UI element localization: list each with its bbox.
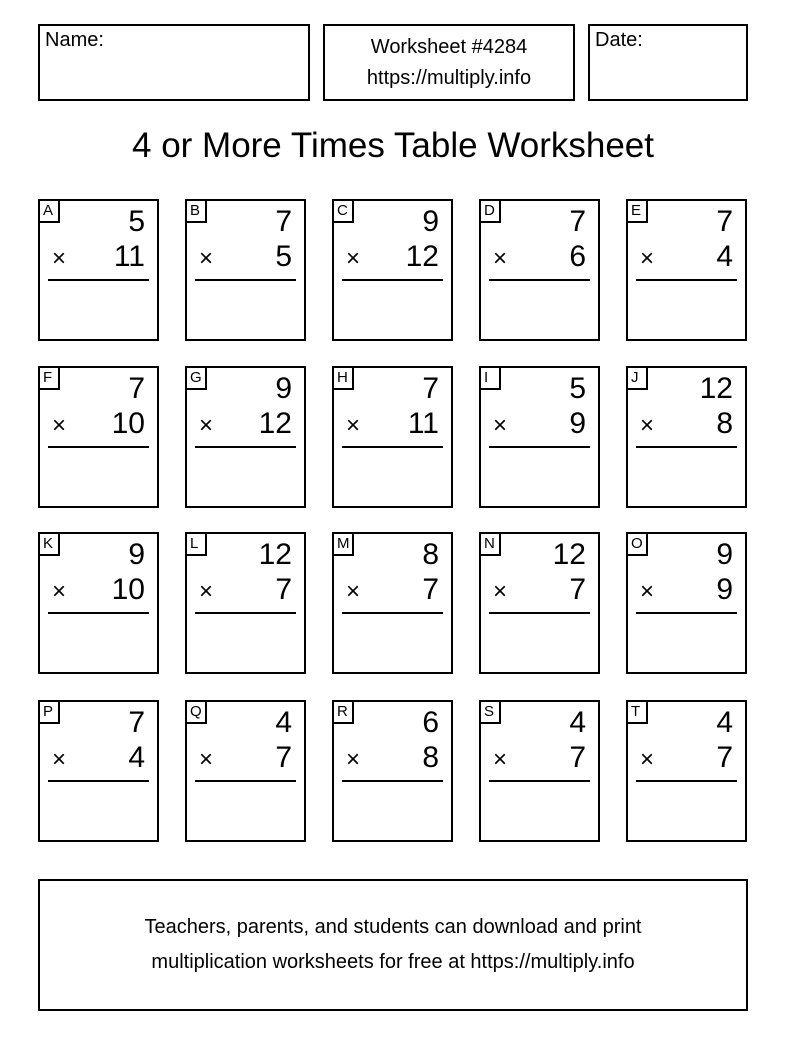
problem-letter: B	[185, 199, 207, 223]
footer-box	[38, 879, 748, 1011]
multiplicand: 7	[128, 706, 145, 739]
problem-card	[626, 366, 747, 508]
times-icon: ×	[493, 245, 508, 272]
problem-card	[626, 700, 747, 842]
answer-line	[342, 446, 443, 448]
times-icon: ×	[346, 412, 361, 439]
name-field-box[interactable]	[38, 24, 310, 101]
multiplier: 7	[275, 741, 292, 774]
times-icon: ×	[199, 245, 214, 272]
problem-letter: J	[626, 366, 648, 390]
times-icon: ×	[199, 578, 214, 605]
answer-line	[195, 612, 296, 614]
problem-card	[626, 532, 747, 674]
multiplier: 10	[111, 407, 145, 440]
answer-line	[489, 279, 590, 281]
problem-letter: N	[479, 532, 501, 556]
answer-line	[48, 780, 149, 782]
times-icon: ×	[640, 412, 655, 439]
multiplier: 7	[569, 573, 586, 606]
multiplicand: 6	[422, 706, 439, 739]
footer-text-line-2: multiplication worksheets for free at https://multiply.info	[151, 951, 635, 973]
answer-line	[489, 446, 590, 448]
answer-line	[342, 279, 443, 281]
problem-card	[185, 532, 306, 674]
answer-line	[342, 612, 443, 614]
multiplier: 6	[569, 240, 586, 273]
multiplicand: 7	[128, 372, 145, 405]
multiplier: 4	[716, 240, 733, 273]
problem-card	[332, 366, 453, 508]
multiplier: 11	[407, 407, 439, 440]
multiplier: 8	[422, 741, 439, 774]
problem-letter: E	[626, 199, 648, 223]
multiplier: 10	[111, 573, 145, 606]
answer-line	[636, 279, 737, 281]
problem-letter: I	[479, 366, 501, 390]
multiplicand: 12	[258, 538, 292, 571]
problem-letter: G	[185, 366, 207, 390]
multiplier: 7	[716, 741, 733, 774]
answer-line	[489, 612, 590, 614]
problem-card	[38, 700, 159, 842]
times-icon: ×	[640, 578, 655, 605]
worksheet-url[interactable]: https://multiply.info	[366, 67, 532, 89]
times-icon: ×	[640, 245, 655, 272]
name-label: Name:	[45, 29, 104, 51]
answer-line	[636, 780, 737, 782]
times-icon: ×	[52, 746, 67, 773]
multiplier: 9	[716, 573, 733, 606]
problem-card	[479, 366, 600, 508]
problem-letter: D	[479, 199, 501, 223]
multiplier: 11	[113, 240, 145, 273]
multiplier: 5	[275, 240, 292, 273]
problem-card	[185, 700, 306, 842]
multiplier: 7	[422, 573, 439, 606]
problem-card	[38, 532, 159, 674]
date-label: Date:	[595, 29, 643, 51]
problem-letter: T	[626, 700, 648, 724]
times-icon: ×	[199, 412, 214, 439]
problem-letter: S	[479, 700, 501, 724]
answer-line	[636, 446, 737, 448]
times-icon: ×	[52, 412, 67, 439]
multiplicand: 7	[716, 205, 733, 238]
multiplicand: 7	[275, 205, 292, 238]
date-field-box[interactable]	[588, 24, 748, 101]
answer-line	[195, 780, 296, 782]
multiplier: 9	[569, 407, 586, 440]
multiplicand: 5	[569, 372, 586, 405]
answer-line	[48, 612, 149, 614]
answer-line	[195, 279, 296, 281]
answer-line	[48, 446, 149, 448]
multiplicand: 7	[569, 205, 586, 238]
times-icon: ×	[640, 746, 655, 773]
problem-card	[332, 700, 453, 842]
multiplicand: 9	[128, 538, 145, 571]
times-icon: ×	[346, 245, 361, 272]
problem-letter: P	[38, 700, 60, 724]
problem-letter: F	[38, 366, 60, 390]
times-icon: ×	[493, 746, 508, 773]
problem-letter: K	[38, 532, 60, 556]
problem-letter: M	[332, 532, 354, 556]
problem-letter: C	[332, 199, 354, 223]
times-icon: ×	[493, 412, 508, 439]
problem-letter: R	[332, 700, 354, 724]
times-icon: ×	[346, 746, 361, 773]
answer-line	[489, 780, 590, 782]
times-icon: ×	[199, 746, 214, 773]
problem-letter: O	[626, 532, 648, 556]
times-icon: ×	[52, 245, 67, 272]
multiplier: 7	[275, 573, 292, 606]
multiplicand: 12	[552, 538, 586, 571]
answer-line	[636, 612, 737, 614]
problem-card	[332, 199, 453, 341]
multiplicand: 5	[128, 205, 145, 238]
worksheet-info-box	[323, 24, 575, 101]
problem-card	[479, 199, 600, 341]
problem-letter: L	[185, 532, 207, 556]
multiplicand: 4	[275, 706, 292, 739]
problem-card	[185, 366, 306, 508]
multiplicand: 4	[569, 706, 586, 739]
page-title: 4 or More Times Table Worksheet	[132, 126, 654, 165]
problem-card	[185, 199, 306, 341]
multiplicand: 8	[422, 538, 439, 571]
times-icon: ×	[493, 578, 508, 605]
multiplier: 12	[258, 407, 292, 440]
multiplier: 8	[716, 407, 733, 440]
multiplicand: 9	[275, 372, 292, 405]
answer-line	[48, 279, 149, 281]
problem-card	[626, 199, 747, 341]
problem-card	[479, 700, 600, 842]
problem-letter: Q	[185, 700, 207, 724]
multiplicand: 4	[716, 706, 733, 739]
footer-text-line-1: Teachers, parents, and students can download and print	[144, 916, 642, 938]
problem-card	[38, 366, 159, 508]
multiplier: 12	[405, 240, 439, 273]
multiplicand: 9	[716, 538, 733, 571]
multiplier: 7	[569, 741, 586, 774]
problem-letter: H	[332, 366, 354, 390]
multiplicand: 9	[422, 205, 439, 238]
problem-letter: A	[38, 199, 60, 223]
worksheet-number: Worksheet #4284	[370, 36, 528, 58]
problem-card	[332, 532, 453, 674]
multiplier: 4	[128, 741, 145, 774]
multiplicand: 12	[699, 372, 733, 405]
answer-line	[195, 446, 296, 448]
times-icon: ×	[52, 578, 67, 605]
problem-card	[38, 199, 159, 341]
answer-line	[342, 780, 443, 782]
multiplicand: 7	[422, 372, 439, 405]
times-icon: ×	[346, 578, 361, 605]
problem-card	[479, 532, 600, 674]
